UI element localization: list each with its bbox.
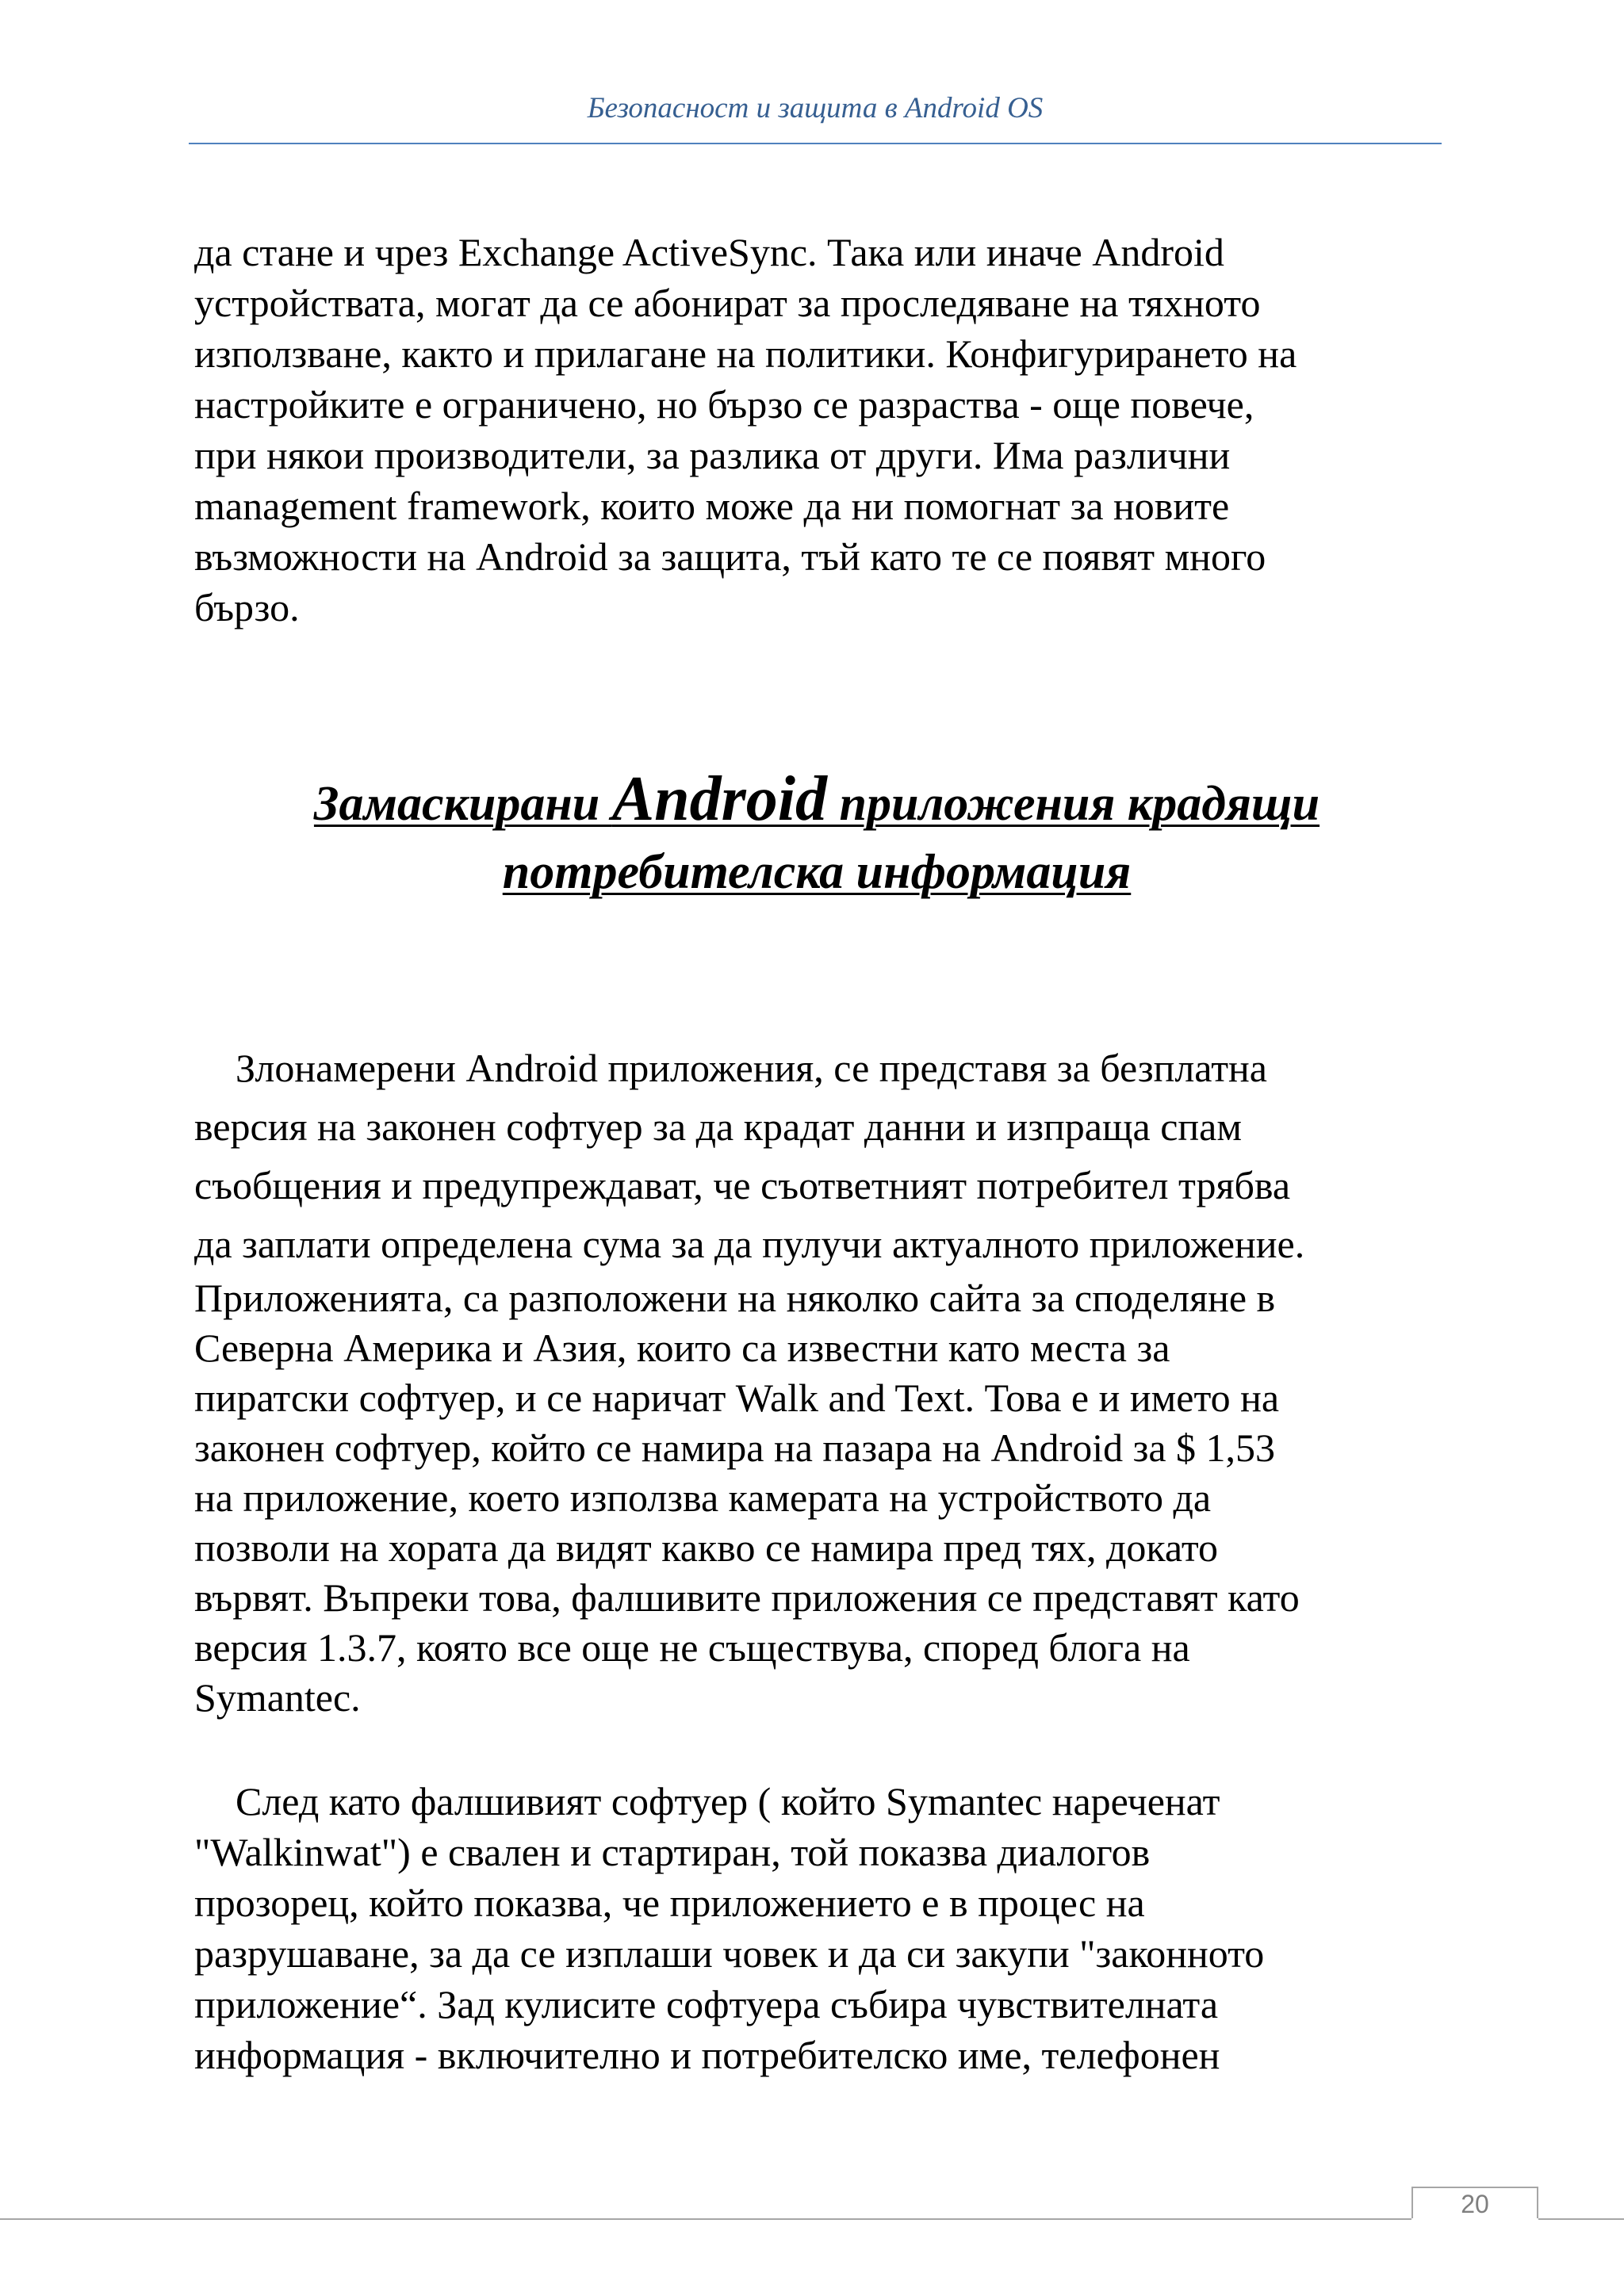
text-line: бързо. [194, 585, 300, 629]
page-number: 20 [1411, 2187, 1538, 2218]
heading-line-2: потребителска информация [502, 845, 1132, 899]
text-line: възможности на Android за защита, тъй като те се появят много [194, 534, 1266, 579]
text-line: разрушаване, за да се изплаши човек и да си закупи "законното [194, 1931, 1265, 1976]
footer-divider-left [0, 2218, 1411, 2220]
text-line: версия на законен софтуер за да крадат данни и изпраща спам [194, 1104, 1242, 1149]
text-line: при някои производители, за разлика от други. Има различни [194, 433, 1231, 477]
heading-word: приложения крадящи [827, 777, 1320, 831]
heading-android-word: Android [611, 764, 827, 834]
text-line: законен софтуер, който се намира на пазара на Android за $ 1,53 [194, 1425, 1276, 1470]
text-line: Северна Америка и Азия, които са известни като места за [194, 1326, 1170, 1370]
paragraph-malicious-apps-intro [194, 1039, 1463, 1273]
text-line: на приложение, което използва камерата на устройството да [194, 1475, 1212, 1520]
text-line: версия 1.3.7, която все още не съществува, според блога на [194, 1625, 1190, 1670]
text-line: Symantec. [194, 1675, 361, 1720]
text-line: management framework, които може да ни помогнат за новите [194, 484, 1230, 528]
paragraph-malicious-apps-body [194, 1273, 1463, 1723]
header-divider [189, 143, 1442, 144]
text-line: да стане и чрез Exchange ActiveSync. Така или иначе Android [194, 230, 1224, 274]
paragraph-walkinwat [194, 1776, 1463, 2080]
footer-divider-right [1538, 2218, 1624, 2220]
text-line: прозорец, който показва, че приложението е в процес на [194, 1881, 1145, 1925]
text-line: приложение“. Зад кулисите софтуера събира чувствителната [194, 1982, 1219, 2026]
text-line: позволи на хората да видят какво се намира пред тях, докато [194, 1525, 1219, 1570]
text-line: Приложенията, са разположени на няколко сайта за споделяне в [194, 1276, 1276, 1320]
text-line: устройствата, могат да се абонират за проследяване на тяхното [194, 281, 1261, 325]
running-header-title: Безопасност и защита в Android OS [587, 92, 1044, 124]
section-heading [174, 765, 1459, 906]
text-line: да заплати определена сума за да пулучи актуалното приложение. [194, 1222, 1305, 1266]
text-line: "Walkinwat") е свален и стартиран, той показва диалогов [194, 1830, 1151, 1874]
text-line: вървят. Въпреки това, фалшивите приложения се представят като [194, 1575, 1300, 1620]
text-line: използване, както и прилагане на политики. Конфигурирането на [194, 331, 1297, 376]
heading-line-1 [174, 765, 1459, 838]
text-line: Злонамерени Android приложения, се представя за безплатна [236, 1046, 1268, 1090]
text-line: След като фалшивият софтуер ( който Symantec нареченат [236, 1779, 1220, 1823]
text-line: пиратски софтуер, и се наричат Walk and Text. Това е и името на [194, 1376, 1280, 1420]
text-line: информация - включително и потребителско име, телефонен [194, 2033, 1220, 2077]
heading-word: Замаскирани [313, 777, 612, 831]
text-line: настройките е ограничено, но бързо се разраства - още повече, [194, 382, 1254, 427]
paragraph-continuation [194, 227, 1463, 633]
text-line: съобщения и предупреждават, че съответният потребител трябва [194, 1163, 1291, 1207]
